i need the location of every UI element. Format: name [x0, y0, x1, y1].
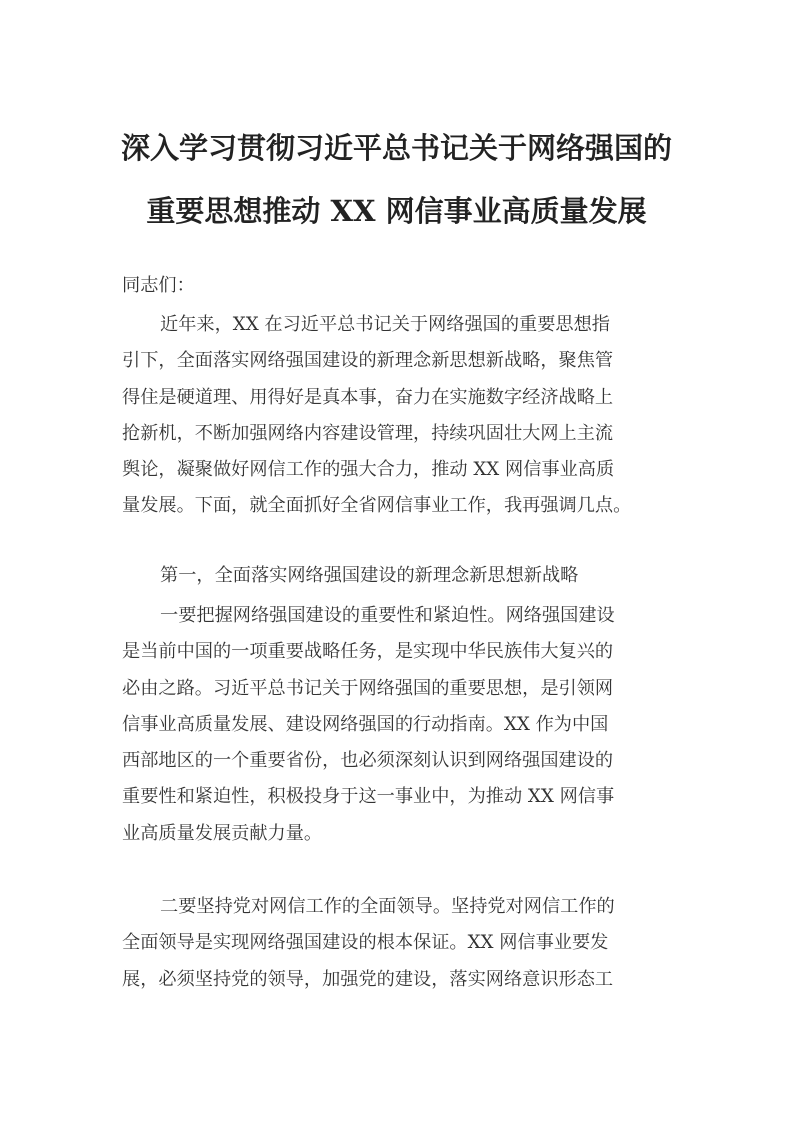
salutation: 同志们： — [122, 275, 195, 296]
paragraph-line: 必由之路。习近平总书记关于网络强国的重要思想，是引领网 — [122, 677, 614, 699]
paragraph-line: 西部地区的一个重要省份，也必须深刻认识到网络强国建设的 — [122, 750, 614, 772]
paragraph-line: 近年来，XX 在习近平总书记关于网络强国的重要思想指 — [160, 314, 610, 335]
paragraph-point-2 — [122, 889, 673, 998]
paragraph-line: 舆论，凝聚做好网信工作的强大合力，推动 XX 网信事业高质 — [122, 459, 615, 481]
paragraph-line: 展，必须坚持党的领导，加强党的建设，落实网络意识形态工 — [122, 968, 614, 990]
paragraph-intro — [122, 307, 673, 525]
section-heading-text: 第一，全面落实网络强国建设的新理念新思想新战略 — [160, 565, 579, 586]
paragraph-line: 全面领导是实现网络强国建设的根本保证。XX 网信事业要发 — [122, 932, 609, 954]
paragraph-line: 业高质量发展贡献力量。 — [122, 822, 323, 844]
paragraph-line: 是当前中国的一项重要战略任务，是实现中华民族伟大复兴的 — [122, 641, 614, 663]
paragraph-line: 一要把握网络强国建设的重要性和紧迫性。网络强国建设 — [160, 605, 615, 626]
paragraph-line: 抢新机，不断加强网络内容建设管理，持续巩固壮大网上主流 — [122, 422, 614, 444]
document-title-line-2: 重要思想推动 XX 网信事业高质量发展 — [146, 194, 647, 228]
paragraph-point-1 — [122, 598, 673, 852]
paragraph-line: 量发展。下面，就全面抓好全省网信事业工作，我再强调几点。 — [122, 495, 632, 517]
paragraph-line: 信事业高质量发展、建设网络强国的行动指南。XX 作为中国 — [122, 713, 609, 735]
section-heading-1 — [122, 558, 673, 594]
paragraph-line: 二要坚持党对网信工作的全面领导。坚持党对网信工作的 — [160, 896, 615, 917]
paragraph-line: 引下，全面落实网络强国建设的新理念新思想新战略，聚焦管 — [122, 350, 614, 372]
paragraph-line: 重要性和紧迫性，积极投身于这一事业中，为推动 XX 网信事 — [122, 786, 615, 808]
document-title-line-1: 深入学习贯彻习近平总书记关于网络强国的 — [120, 131, 672, 165]
paragraph-line: 得住是硬道理、用得好是真本事，奋力在实施数字经济战略上 — [122, 386, 614, 408]
